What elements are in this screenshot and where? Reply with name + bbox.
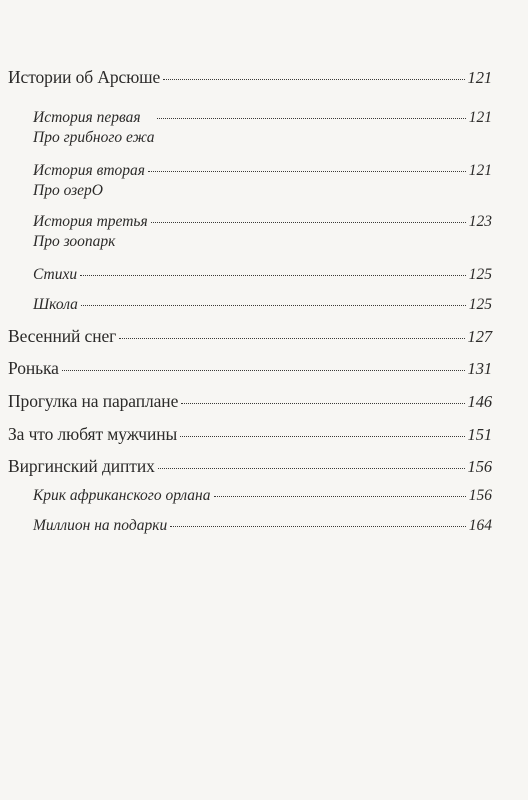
toc-page-number: 121	[467, 68, 492, 87]
toc-entry-title: Крик африканского орлана	[33, 487, 211, 504]
toc-entry-title: Школа	[33, 296, 78, 313]
toc-entry-virginia-diptych	[8, 456, 492, 477]
toc-page-number: 121	[468, 109, 492, 126]
toc-entry-title: Ронька	[8, 358, 59, 378]
dot-leader	[158, 468, 465, 469]
toc-page-number: 121	[468, 162, 492, 179]
dot-leader	[80, 275, 466, 276]
toc-entry-title: Весенний снег	[8, 326, 117, 346]
toc-entry-ronka	[8, 358, 492, 379]
toc-entry-heading: История третья	[33, 213, 148, 230]
toc-page-number: 151	[467, 425, 492, 444]
toc-page-number: 127	[467, 327, 492, 346]
dot-leader	[180, 436, 464, 437]
toc-page-number: 156	[467, 457, 492, 476]
toc-entry-poems	[33, 266, 492, 284]
toc-entry-title: Виргинский диптих	[8, 456, 155, 476]
dot-leader	[163, 79, 464, 80]
toc-page-number: 123	[468, 213, 492, 230]
toc-entry-title: Прогулка на параплане	[8, 391, 179, 411]
dot-leader	[151, 222, 466, 223]
dot-leader	[170, 526, 466, 527]
dot-leader	[81, 305, 466, 306]
toc-entry-story-three	[33, 212, 492, 251]
toc-entry-paraglider	[8, 391, 492, 412]
toc-page-number: 164	[468, 517, 492, 534]
toc-entry-title: Про зоопарк	[33, 233, 116, 251]
toc-entry-title: За что любят мужчины	[8, 424, 178, 444]
toc-page-number: 156	[468, 487, 492, 504]
dot-leader	[148, 171, 466, 172]
toc-entry-title: Миллион на подарки	[33, 517, 168, 534]
dot-leader	[119, 338, 464, 339]
dot-leader	[214, 496, 466, 497]
toc-entry-story-one	[33, 108, 492, 147]
toc-entry-arsyusha	[8, 67, 492, 88]
toc-entry-heading: История вторая	[33, 162, 145, 179]
toc-entry-title: Истории об Арсюше	[8, 67, 161, 87]
toc-entry-title: Про озерО	[33, 182, 103, 200]
toc-entry-heading: История первая	[33, 109, 141, 126]
toc-entry-spring-snow	[8, 326, 492, 347]
toc-entry-title: Стихи	[33, 266, 78, 283]
toc-entry-title: Про грибного ежа	[33, 129, 155, 147]
toc-page-number: 146	[467, 392, 492, 411]
dot-leader	[181, 403, 464, 404]
toc-page-number: 125	[468, 266, 492, 283]
toc-entry-men	[8, 424, 492, 445]
dot-leader	[157, 118, 465, 119]
toc-entry-story-two	[33, 161, 492, 200]
toc-entry-eagle-cry	[33, 487, 492, 505]
toc-page-number: 125	[468, 296, 492, 313]
toc-entry-school	[33, 296, 492, 314]
toc-page-number: 131	[467, 359, 492, 378]
toc-entry-million-gifts	[33, 517, 492, 535]
dot-leader	[62, 370, 465, 371]
